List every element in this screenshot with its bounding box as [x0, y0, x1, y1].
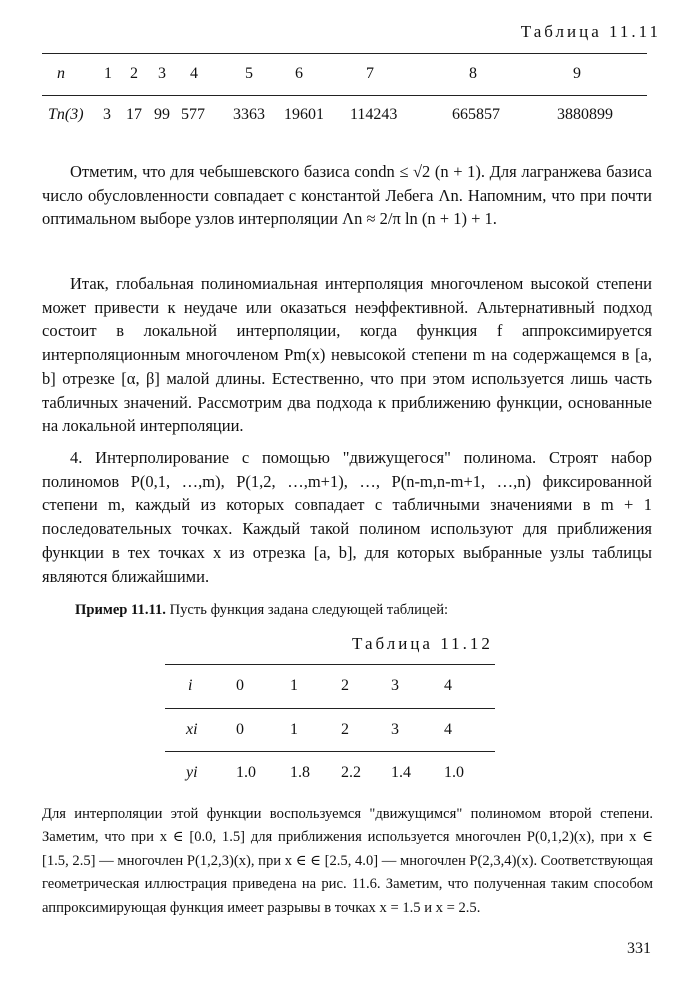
table-11-11-header-cell: 9 — [573, 65, 581, 82]
table-11-12-cell: 3 — [391, 721, 399, 738]
table-11-12-cell: 1.8 — [290, 764, 310, 781]
paragraph-text: Итак, глобальная полиномиальная интерполяция многочленом высокой степени может привести к неудаче или оказаться неэффективной. Альтернативный подход состоит в локальной интерполяции, когда функция f аппроксимируется интерполяционным многочленом Pm(x) невысокой степени m на содержащемся в [a, b] отрезке [α, β] малой длины. Естественно, что при этом используется лишь часть табличных значений. Рассмотрим два подхода к приближению функции, основанные на локальной интерполяции. — [42, 274, 652, 436]
table-11-12-row-label: yi — [186, 764, 198, 781]
table-11-11-header-cell: 7 — [366, 65, 374, 82]
table-11-12-cell: 1 — [290, 677, 298, 694]
table-11-11-header-cell: 4 — [190, 65, 198, 82]
paragraph-moving-polynomial — [42, 446, 652, 588]
table-11-12-cell: 1.4 — [391, 764, 411, 781]
table-11-11-header-cell: 5 — [245, 65, 253, 82]
table-11-11-cell: 19601 — [284, 106, 324, 123]
paragraph-local-interpolation — [42, 272, 652, 438]
table-11-12-cell: 4 — [444, 677, 452, 694]
table-11-11-cell: 3363 — [233, 106, 265, 123]
table-11-11-header-cell: 2 — [130, 65, 138, 82]
table-11-11-header-cell: 8 — [469, 65, 477, 82]
paragraph-text: 4. Интерполирование с помощью "движущегося" полинома. Строят набор полиномов P(0,1, …,m), P(1,2, …,m+1), …, P(n-m,n-m+1, …,n) фиксированной степени m, каждый из которых совпадает с табличными значениями в m + 1 последовательных точках. Каждый такой полином используют для приближения функции в тех точках x из отрезка [a, b], для которых выбранные узлы таблицы являются ближайшими. — [42, 448, 652, 586]
table-11-11-header-cell: 6 — [295, 65, 303, 82]
table-11-11-top-rule — [42, 53, 647, 54]
paragraph-text: Отметим, что для чебышевского базиса condn ≤ √2 (n + 1). Для лагранжева базиса число обусловленности совпадает с константой Лебега Λn. Напомним, что при почти оптимальном выборе узлов интерполяции Λn ≈ 2/π ln (n + 1) + 1. — [42, 162, 652, 229]
table-11-11-row-label: Tn(3) — [48, 106, 84, 123]
table-11-12-row-label: xi — [186, 721, 198, 738]
page-number: 331 — [627, 940, 651, 957]
table-11-12-cell: 1 — [290, 721, 298, 738]
table-11-11-header-cell: 1 — [104, 65, 112, 82]
paragraph-example-explanation: Для интерполяции этой функции воспользуемся "движущимся" полиномом второй степени. Заметим, что при x ∈ [0.0, 1.5] для приближения используется многочлен P(0,1,2)(x), при x ∈ [1.5, 2.5] — многочлен P(1,2,3)(x), при x ∈ ∈ [2.5, 4.0] — многочлен P(2,3,4)(x). Соответствующая геометрическая иллюстрация приведена на рис. 11.6. Заметим, что полученная таким способом аппроксимирующая функция имеет разрывы в точках x = 1.5 и x = 2.5. — [42, 806, 653, 916]
table-11-11-mid-rule — [42, 95, 647, 96]
table-11-12-top-rule — [165, 664, 495, 665]
example-11-11 — [75, 599, 653, 622]
table-11-12-cell: 4 — [444, 721, 452, 738]
table-11-12-rule — [165, 751, 495, 752]
paragraph-condition-number — [42, 160, 652, 231]
table-11-11-caption: Таблица 11.11 — [520, 22, 661, 41]
table-11-11-cell: 3 — [103, 106, 111, 123]
table-11-11-cell: 114243 — [350, 106, 398, 123]
example-text: Пусть функция задана следующей таблицей: — [165, 602, 449, 618]
table-11-11-cell: 577 — [181, 106, 205, 123]
table-11-11-cell: 3880899 — [557, 106, 613, 123]
table-11-12-cell: 0 — [236, 677, 244, 694]
table-11-12-cell: 1.0 — [236, 764, 256, 781]
table-11-12-cell: 2.2 — [341, 764, 361, 781]
table-11-12-cell: 2 — [341, 721, 349, 738]
table-11-12-cell: 1.0 — [444, 764, 464, 781]
table-11-11-cell: 17 — [126, 106, 142, 123]
table-11-11-cell: 665857 — [452, 106, 500, 123]
table-11-12-rule — [165, 708, 495, 709]
table-11-11-header-cell: 3 — [158, 65, 166, 82]
table-11-12-cell: 2 — [341, 677, 349, 694]
table-11-12-cell: 0 — [236, 721, 244, 738]
table-11-12-cell: 3 — [391, 677, 399, 694]
table-11-12-caption: Таблица 11.12 — [352, 634, 493, 653]
table-11-12-row-label: i — [188, 677, 193, 694]
table-11-11-cell: 99 — [154, 106, 170, 123]
example-label: Пример 11.11. — [75, 602, 166, 618]
table-11-11-header-label: n — [57, 65, 65, 82]
